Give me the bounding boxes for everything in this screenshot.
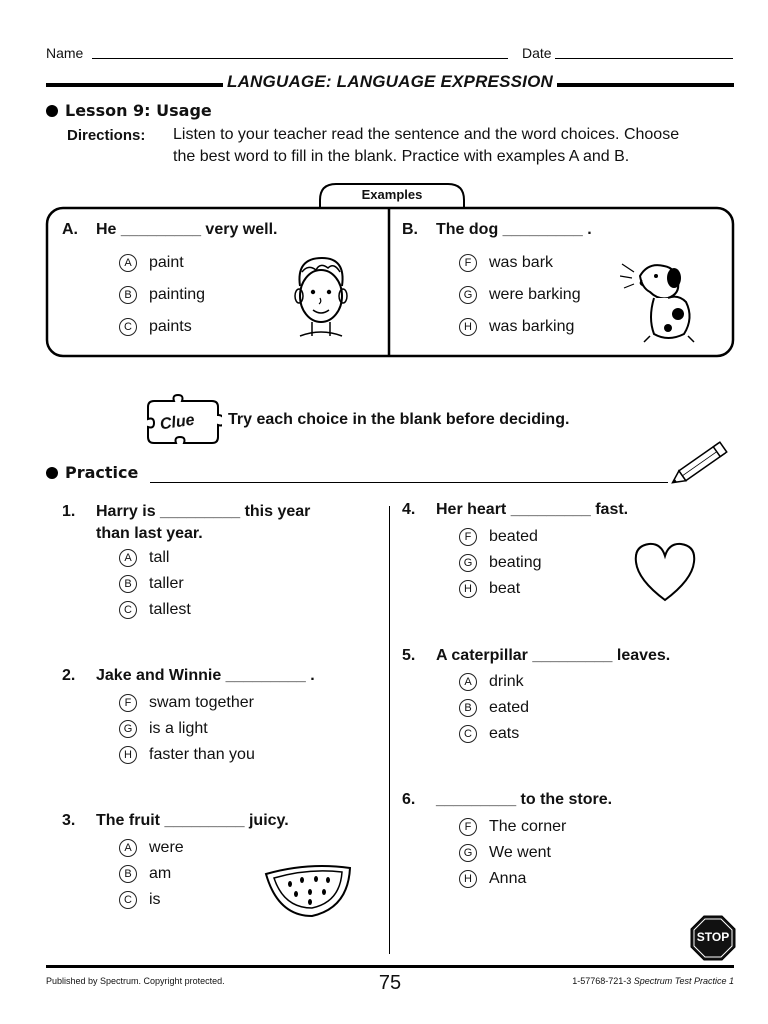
question-2: 2. Jake and Winnie _________ . xyxy=(62,667,315,684)
q4-option-f[interactable]: F beated xyxy=(459,528,538,546)
bubble-g[interactable]: G xyxy=(459,286,477,304)
question-3: 3. The fruit _________ juicy. xyxy=(62,812,289,829)
heart-icon xyxy=(632,540,698,604)
q1-option-a[interactable]: A tall xyxy=(119,549,169,567)
q3-option-a[interactable]: A were xyxy=(119,839,184,857)
section-heading-wrap xyxy=(46,72,734,92)
stop-sign-label: STOP xyxy=(696,930,730,944)
clue-text: Try each choice in the blank before deciding. xyxy=(228,411,570,428)
directions-text xyxy=(173,124,679,168)
bubble-a[interactable]: A xyxy=(119,549,137,567)
book-info: 1-57768-721-3 Spectrum Test Practice 1 xyxy=(572,976,734,986)
boy-face-icon xyxy=(286,250,356,340)
bubble-a[interactable]: A xyxy=(459,673,477,691)
example-b-question: B. The dog _________ . xyxy=(402,221,592,238)
directions-line-2: the best word to fill in the blank. Practice with examples A and B. xyxy=(173,148,630,165)
q6-option-g[interactable]: G We went xyxy=(459,844,551,862)
question-1: 1. Harry is _________ this year than last year. xyxy=(62,503,311,542)
example-a-option-a[interactable]: A paint xyxy=(119,254,184,272)
lesson-title-row xyxy=(46,101,212,120)
date-field[interactable] xyxy=(555,58,733,59)
practice-title: Practice xyxy=(65,463,139,482)
q6-option-f[interactable]: F The corner xyxy=(459,818,566,836)
bubble-h[interactable]: H xyxy=(459,870,477,888)
name-label: Name xyxy=(46,45,84,61)
q3-option-b[interactable]: B am xyxy=(119,865,171,883)
footer-rule xyxy=(46,965,734,968)
practice-title-row xyxy=(46,463,138,482)
lesson-title: Lesson 9: Usage xyxy=(65,101,212,120)
q4-option-g[interactable]: G beating xyxy=(459,554,542,572)
example-b-option-h[interactable]: H was barking xyxy=(459,318,574,336)
barking-dog-icon xyxy=(620,258,702,344)
bullet-icon xyxy=(46,105,58,117)
q2-option-h[interactable]: H faster than you xyxy=(119,746,255,764)
q5-option-c[interactable]: C eats xyxy=(459,725,519,743)
bubble-h[interactable]: H xyxy=(459,580,477,598)
bubble-f[interactable]: F xyxy=(459,818,477,836)
practice-rule xyxy=(150,482,668,483)
q2-option-f[interactable]: F swam together xyxy=(119,694,254,712)
clue-badge: Clue xyxy=(158,411,196,434)
bubble-f[interactable]: F xyxy=(459,254,477,272)
q1-option-b[interactable]: B taller xyxy=(119,575,184,593)
date-label: Date xyxy=(522,45,552,61)
pencil-icon xyxy=(668,436,736,488)
q4-option-h[interactable]: H beat xyxy=(459,580,520,598)
examples-tab-label: Examples xyxy=(361,187,423,202)
example-a-question: A. He _________ very well. xyxy=(62,221,278,238)
bubble-g[interactable]: G xyxy=(119,720,137,738)
directions-label: Directions: xyxy=(67,127,146,144)
bubble-b[interactable]: B xyxy=(119,286,137,304)
page-number: 75 xyxy=(378,972,402,994)
q2-option-g[interactable]: G is a light xyxy=(119,720,208,738)
bubble-b[interactable]: B xyxy=(119,865,137,883)
example-a-option-c[interactable]: C paints xyxy=(119,318,192,336)
column-divider xyxy=(389,506,390,954)
bubble-a[interactable]: A xyxy=(119,254,137,272)
q6-option-h[interactable]: H Anna xyxy=(459,870,526,888)
bubble-h[interactable]: H xyxy=(459,318,477,336)
question-6: 6. _________ to the store. xyxy=(402,791,613,808)
bubble-b[interactable]: B xyxy=(119,575,137,593)
bubble-c[interactable]: C xyxy=(459,725,477,743)
bubble-h[interactable]: H xyxy=(119,746,137,764)
q5-option-a[interactable]: A drink xyxy=(459,673,524,691)
bubble-c[interactable]: C xyxy=(119,318,137,336)
q3-option-c[interactable]: C is xyxy=(119,891,161,909)
name-field[interactable] xyxy=(92,58,508,59)
q1-option-c[interactable]: C tallest xyxy=(119,601,191,619)
bullet-icon xyxy=(46,467,58,479)
publisher-text: Published by Spectrum. Copyright protected. xyxy=(46,976,225,986)
bubble-g[interactable]: G xyxy=(459,554,477,572)
bubble-f[interactable]: F xyxy=(119,694,137,712)
watermelon-icon xyxy=(262,852,354,922)
directions-line-1: Listen to your teacher read the sentence and the word choices. Choose xyxy=(173,126,680,143)
question-4: 4. Her heart _________ fast. xyxy=(402,501,629,518)
question-5: 5. A caterpillar _________ leaves. xyxy=(402,647,671,664)
bubble-c[interactable]: C xyxy=(119,891,137,909)
bubble-c[interactable]: C xyxy=(119,601,137,619)
q5-option-b[interactable]: B eated xyxy=(459,699,529,717)
bubble-b[interactable]: B xyxy=(459,699,477,717)
bubble-a[interactable]: A xyxy=(119,839,137,857)
bubble-f[interactable]: F xyxy=(459,528,477,546)
example-a-option-b[interactable]: B painting xyxy=(119,286,205,304)
example-b-option-g[interactable]: G were barking xyxy=(459,286,581,304)
example-b-option-f[interactable]: F was bark xyxy=(459,254,553,272)
bubble-g[interactable]: G xyxy=(459,844,477,862)
section-title: LANGUAGE: LANGUAGE EXPRESSION xyxy=(223,72,557,91)
